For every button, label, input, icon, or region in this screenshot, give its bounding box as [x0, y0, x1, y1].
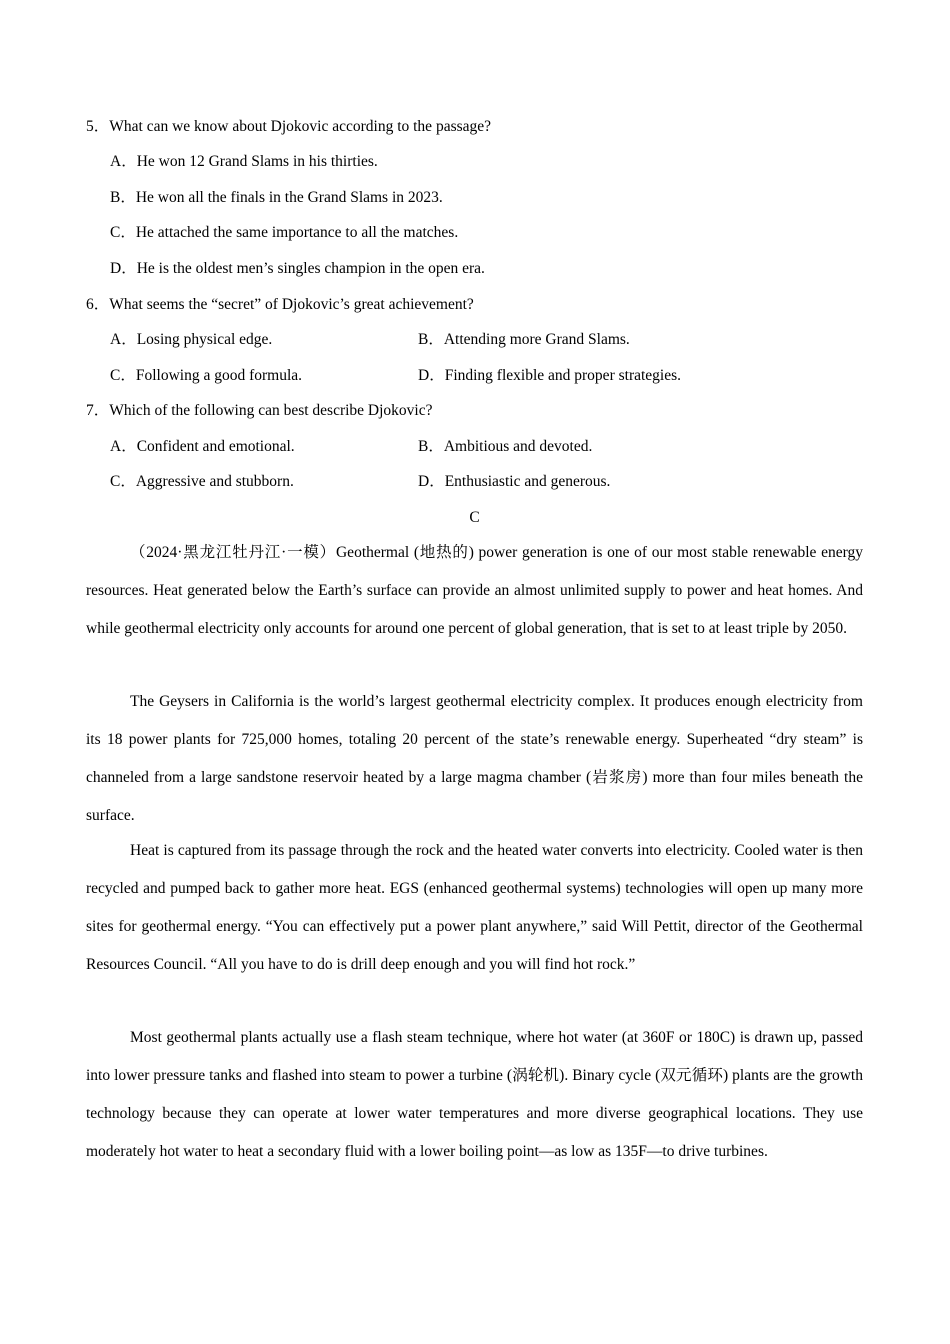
question-5-stem: 5．What can we know about Djokovic according to the passage? [86, 118, 492, 135]
question-5-option-d: D．He is the oldest men’s singles champion in the open era. [110, 260, 485, 277]
passage-paragraph-1: （2024·黑龙江牡丹江·一模）Geothermal (地热的) power generation is one of our most stable renewable energy resources. Heat generated below the Earth’s surface can provide an almost unlimited supply to power and heat homes. And while geothermal electricity only accounts for around one percent of global generation, that is set to at least triple by 2050. [86, 544, 863, 637]
question-7-stem: 7．Which of the following can best describe Djokovic? [86, 402, 433, 419]
question-7-option-c: C．Aggressive and stubborn. [110, 473, 294, 490]
question-7-option-a: A．Confident and emotional. [110, 438, 295, 455]
question-6-option-b: B．Attending more Grand Slams. [418, 331, 630, 348]
question-5-option-a: A．He won 12 Grand Slams in his thirties. [110, 153, 378, 170]
question-6-stem: 6．What seems the “secret” of Djokovic’s great achievement? [86, 296, 474, 313]
section-c-heading: C [469, 509, 480, 526]
question-6-option-a: A．Losing physical edge. [110, 331, 273, 348]
passage-paragraph-2: The Geysers in California is the world’s largest geothermal electricity complex. It produces enough electricity from its 18 power plants for 725,000 homes, totaling 20 percent of the state’s renewable energy. Superheated “dry steam” is channeled from a large sandstone reservoir heated by a large magma chamber (岩浆房) more than four miles beneath the surface. [86, 693, 863, 824]
question-6-option-c: C．Following a good formula. [110, 367, 303, 384]
question-7-option-b: B．Ambitious and devoted. [418, 438, 593, 455]
question-5-option-b: B．He won all the finals in the Grand Slams in 2023. [110, 189, 443, 206]
question-5-option-c: C．He attached the same importance to all the matches. [110, 224, 459, 241]
question-7-option-d: D．Enthusiastic and generous. [418, 473, 611, 490]
passage-paragraph-3: Heat is captured from its passage through the rock and the heated water converts into electricity. Cooled water is then recycled and pumped back to gather more heat. EGS (enhanced geothermal systems) technologies will open up many more sites for geothermal energy. “You can effectively put a power plant anywhere,” said Will Pettit, director of the Geothermal Resources Council. “All you have to do is drill deep enough and you will find hot rock.” [86, 842, 863, 973]
passage-paragraph-4: Most geothermal plants actually use a flash steam technique, where hot water (at 360F or 180C) is drawn up, passed into lower pressure tanks and flashed into steam to power a turbine (涡轮机). Binary cycle (双元循环) plants are the growth technology because they can operate at lower water temperatures and more diverse geographical locations. They use moderately hot water to heat a secondary fluid with a lower boiling point—as low as 135F—to drive turbines. [86, 1029, 863, 1160]
question-6-option-d: D．Finding flexible and proper strategies. [418, 367, 682, 384]
